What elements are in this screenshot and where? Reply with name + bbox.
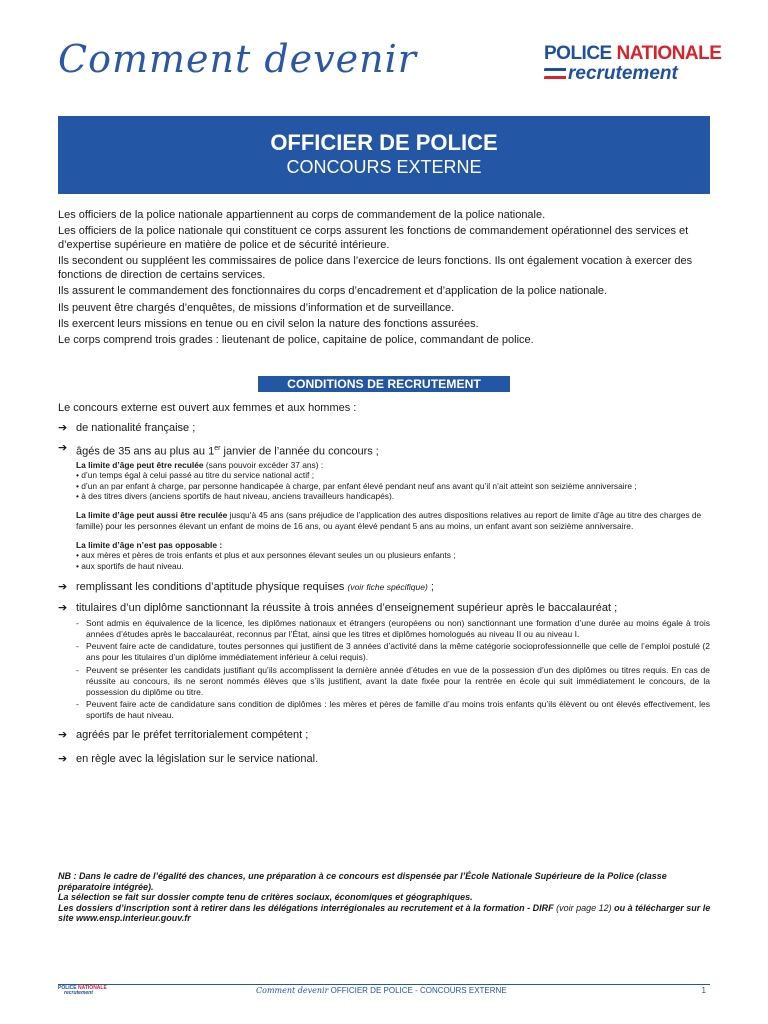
logo-line-2: recrutement [568, 63, 678, 84]
intro-text [58, 209, 710, 351]
list-item: - Peuvent se présenter les candidats justifiant qu’ils accomplissent la dernière année d’études en vue de la possession d’un des diplômes ou titres requis. En cas de réussite au concours, ils ne seront nommés élèves que s’ils justifient, avant la date fixée pour la rentrée en école qui suit immédiatement le concours, de la possession du diplôme ou titre. [76, 664, 710, 697]
age-limit-bullet: • aux mères et pères de trois enfants et plus et aux personnes élevant seules un ou plusieurs enfants ; [76, 550, 456, 561]
arrow-icon: ➔ [58, 442, 68, 454]
section-title-conditions: CONDITIONS DE RECRUTEMENT [258, 376, 510, 392]
age-limit-text: jusqu’à 45 ans (sans préjudice de l’application des autres dispositions relatives au report de limite d’âge au titre des charges de famille) pour les personnes élevant un enfant de moins de 16 ans, ou ayant élevé pendant 5 ans au moins, un enfant avant son seizième anniversaire. [76, 510, 702, 531]
footer-title: Comment devenir OFFICIER DE POLICE - CONCOURS EXTERNE [256, 986, 507, 995]
arrow-icon: ➔ [58, 729, 68, 742]
age-limit-heading: La limite d’âge peut être reculée [76, 460, 204, 471]
banner-title: OFFICIER DE POLICE [270, 130, 498, 155]
arrow-icon: ➔ [58, 602, 68, 615]
flag-swoosh-icon [544, 68, 566, 82]
intro-paragraph: Ils exercent leurs missions en tenue ou en civil selon la nature des fonctions assurées. [58, 318, 479, 331]
nb-note [58, 871, 718, 924]
age-limit-heading: La limite d’âge peut aussi être reculée [76, 510, 228, 521]
diploma-details-list [58, 618, 710, 722]
condition-text: remplissant les conditions d’aptitude physique requises [76, 580, 348, 593]
age-limit-block-3 [58, 540, 710, 571]
intro-paragraph: Les officiers de la police nationale appartiennent au corps de commandement de la police nationale. [58, 209, 546, 221]
arrow-icon: ➔ [58, 752, 68, 765]
condition-text: de nationalité française ; [76, 421, 196, 434]
list-item: - Peuvent faire acte de candidature sans condition de diplômes : les mères et pères de famille d’au moins trois enfants qu’ils élèvent ou ont élevés effectivement, les sportifs de haut niveau. [76, 699, 710, 721]
age-limit-bullet: • d’un temps égal à celui passé au titre du service national actif ; [76, 470, 315, 481]
intro-paragraph: Ils assurent le commandement des fonctionnaires du corps d’encadrement et d’application de la police nationale. [58, 285, 608, 298]
note-line: La sélection se fait sur dossier compte tenu de critères sociaux, économiques et géographiques. [58, 892, 473, 903]
page-number: 1 [701, 986, 706, 995]
age-limit-bullet: • aux sportifs de haut niveau. [76, 560, 184, 571]
condition-text: âgés de 35 ans au plus au 1 [76, 445, 215, 458]
condition-age [58, 442, 710, 459]
condition-nationality [58, 422, 710, 436]
age-limit-bullet: • d’un an par enfant à charge, par personne handicapée à charge, par enfant élevé pendant neuf ans avant qu’il n’ait atteint son seizième anniversaire ; [76, 480, 637, 491]
condition-text: titulaires d’un diplôme sanctionnant la réussite à trois années d’enseignement supérieur après le baccalauréat ; [76, 602, 618, 615]
superscript: er [214, 445, 221, 452]
age-limit-block-1 [58, 460, 710, 501]
page-footer [58, 984, 710, 997]
age-limit-heading: La limite d’âge n’est pas opposable : [76, 539, 223, 550]
note-line: NB : Dans le cadre de l’égalité des chances, une préparation à ce concours est dispensée par l’École Nationale Supérieure de la Police (classe préparatoire intégrée). [58, 871, 667, 892]
arrow-icon: ➔ [58, 421, 68, 434]
logo-line-1: POLICE NATIONALE [544, 43, 722, 64]
age-limit-text: (sans pouvoir excéder 37 ans) : [203, 460, 324, 471]
condition-text: janvier de l’année du concours ; [220, 445, 379, 458]
title-banner [58, 116, 710, 194]
condition-physical [58, 581, 710, 595]
intro-paragraph: Ils peuvent être chargés d’enquêtes, de missions d’information et de surveillance. [58, 301, 455, 314]
conditions-content [58, 402, 710, 766]
header-script-title: Comment devenir [58, 37, 417, 81]
condition-service [58, 753, 710, 767]
conditions-lead: Le concours externe est ouvert aux femmes et aux hommes : [58, 402, 357, 414]
intro-paragraph: Ils secondent ou suppléent les commissaires de police dans l’exercice de leurs fonctions. Ils ont également vocation à exercer des fonctions de direction de certains services. [58, 255, 693, 282]
condition-diploma [58, 602, 710, 616]
list-item: - Sont admis en équivalence de la licence, les diplômes nationaux et étrangers (européens ou non) sanctionnant une formation d’une durée au moins égale à trois années d’études après le baccalauréat, reconnus par l’État, ainsi que les titres et diplômes homologués au niveau II ou au niveau I. [76, 617, 710, 639]
intro-paragraph: Le corps comprend trois grades : lieutenant de police, capitaine de police, commandant de police. [58, 334, 534, 347]
age-limit-block-2 [58, 510, 710, 531]
condition-text: agréés par le préfet territorialement compétent ; [76, 729, 309, 742]
condition-text: ; [427, 580, 434, 593]
note-line: Les dossiers d’inscription sont à retirer dans les délégations interrégionales au recrutement et à la formation - DIRF (voir page 12) ou à télécharger sur le site www.ensp.interieur.gouv.fr [58, 902, 711, 924]
condition-note: (voir fiche spécifique) [347, 581, 428, 592]
condition-prefect [58, 729, 710, 743]
arrow-icon: ➔ [58, 580, 68, 593]
list-item: - Peuvent faire acte de candidature, toutes personnes qui justifient de 3 années d’activité dans la même catégorie socioprofessionnelle que celle de l’emploi postulé (2 ans pour les titulaires d’un diplôme immédiatement inférieur à celui requis). [76, 641, 710, 663]
intro-paragraph: Les officiers de la police nationale qui constituent ce corps assurent les fonctions de commandement opérationnel des services et d’expertise supérieure en matière de police et de sécurité intérieure. [58, 225, 689, 252]
condition-text: en règle avec la législation sur le service national. [76, 752, 319, 765]
police-nationale-logo [544, 43, 722, 92]
age-limit-bullet: • à des titres divers (anciens sportifs de haut niveau, anciens travailleurs handicapés). [76, 491, 395, 502]
banner-subtitle: CONCOURS EXTERNE [286, 157, 482, 177]
footer-logo: POLICE NATIONALE recrutement [58, 985, 107, 996]
